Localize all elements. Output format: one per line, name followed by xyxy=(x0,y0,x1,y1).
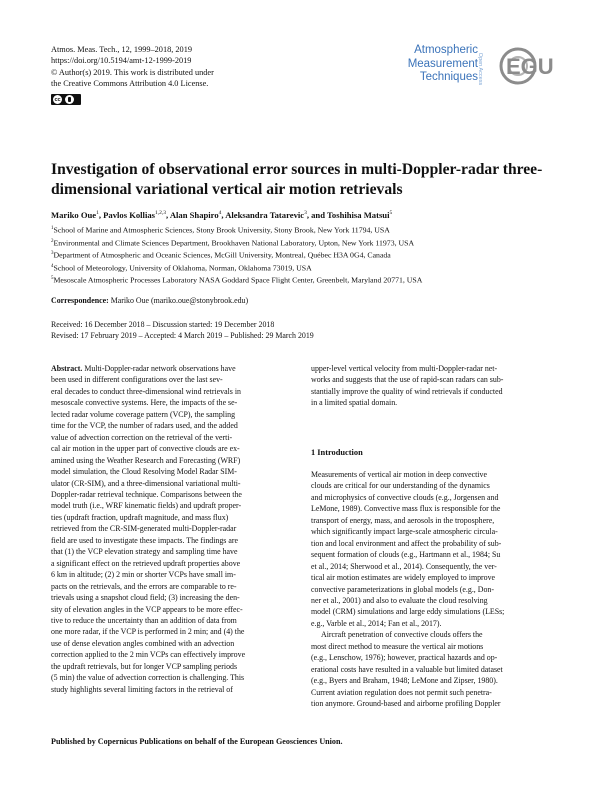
text-line: model simulation, the Cloud Resolving Model Radar SIM- xyxy=(51,467,237,477)
correspondence-label: Correspondence: xyxy=(51,296,109,305)
publication-dates xyxy=(51,319,314,341)
text-line: tive to reduce the uncertainty than an addition of data from xyxy=(51,615,237,625)
author-affiliation-mark: 3 xyxy=(304,210,307,217)
text-line: Aircraft penetration of convective clouds offers the xyxy=(321,630,483,640)
text-line: ties (updraft fraction, updraft magnitude, and mass flux) xyxy=(51,512,229,522)
affiliation-list xyxy=(51,224,422,287)
text-line: Doppler-radar retrieval technique. Comparisons between the xyxy=(51,489,242,499)
text-line: correction applied to the 2 min VCPs can effectively improve xyxy=(51,650,246,660)
text-line: the updraft retrievals, but for longer VCP sampling periods xyxy=(51,661,238,671)
egu-logo-icon xyxy=(498,46,556,86)
author-name: Aleksandra Tatarevic xyxy=(225,210,305,220)
text-line: sequent formation of clouds (e.g., Hartmann et al., 1984; Su xyxy=(311,550,501,560)
text-line: that (1) the VCP elevation strategy and sampling time have xyxy=(51,547,238,557)
abstract-text xyxy=(51,363,296,695)
text-line: in a limited spatial domain. xyxy=(311,398,398,408)
text-line: erational costs have resulted in a valuable but limited dataset xyxy=(311,664,503,674)
text-line: Multi-Doppler-radar network observations have xyxy=(84,364,236,373)
author-separator: , xyxy=(221,210,226,220)
text-line: ner et al., 2001) and also to evaluate the cloud resolving xyxy=(311,595,488,605)
text-line: et al., 2014; Sherwood et al., 2014). Consequently, the ver- xyxy=(311,561,497,571)
text-line: e.g., Varble et al., 2014; Fan et al., 2017). xyxy=(311,618,442,628)
section-heading-introduction: 1 Introduction xyxy=(311,448,363,457)
abstract-continuation xyxy=(311,363,548,409)
text-line: 6 km in altitude; (2) 2 min or shorter VCPs have small im- xyxy=(51,570,236,580)
text-line: time for the VCP, the number of radars used, and the added xyxy=(51,421,238,431)
text-line: a significant effect on the retrieved updraft properties above xyxy=(51,558,241,568)
text-line: Measurements of vertical air motion in deep convective xyxy=(311,470,487,479)
text-line: transport of energy, mass, and aerosols in the troposphere, xyxy=(311,515,495,525)
text-line: LeMone, 1989). Convective mass flux is responsible for the xyxy=(311,504,501,514)
text-line: use of dense elevation angles combined with an advection xyxy=(51,638,235,648)
article-metadata xyxy=(51,44,214,90)
text-line: lected radar volume coverage pattern (VCP), the sampling xyxy=(51,409,236,419)
journal-name xyxy=(408,44,478,85)
text-line: works and suggests that the use of rapid-scan radars can sub- xyxy=(311,375,504,385)
author-separator: , xyxy=(98,210,104,220)
author-name: Alan Shapiro xyxy=(169,210,219,220)
affiliation: $^2$Environmental and Climate Sciences Department, Brookhaven National Laboratory, Upton, New York 11973, USA xyxy=(51,238,415,248)
author-name: Toshihisa Matsui xyxy=(326,210,390,220)
affiliation: $^3$Department of Atmospheric and Oceanic Sciences, McGill University, Montreal, Québec H3A 0G4, Canada xyxy=(51,250,391,260)
author-affiliation-mark: 4 xyxy=(218,210,222,217)
text-line: tion and local environment and affect the probability of sub- xyxy=(311,538,502,548)
text-line: Current aviation regulation does not permit such penetra- xyxy=(311,687,492,697)
text-line: convective parameterizations in global models (e.g., Don- xyxy=(311,584,494,594)
author-affiliation-mark: 1 xyxy=(96,210,99,217)
egu-logo-text: EGU xyxy=(506,54,554,79)
author-affiliation-mark: 5 xyxy=(389,210,393,217)
text-line: which significantly impact large-scale atmospheric circula- xyxy=(311,527,498,537)
text-line: study highlights several limiting factors in the retrieval of xyxy=(51,684,233,694)
copyright-line: © Author(s) 2019. This work is distributed under xyxy=(51,67,214,77)
doi-link[interactable]: https://doi.org/10.5194/amt-12-1999-2019 xyxy=(51,56,192,66)
journal-name-line: Measurement xyxy=(407,57,478,70)
affiliation: $^4$School of Meteorology, University of Oklahoma, Norman, Oklahoma 73019, USA xyxy=(51,263,312,273)
journal-name-line: Techniques xyxy=(419,71,478,83)
date-line: Revised: 17 February 2019 – Accepted: 4 March 2019 – Published: 29 March 2019 xyxy=(51,331,314,340)
text-line: (e.g., Byers and Braham, 1948; LeMone and Zipser, 1980). xyxy=(311,676,498,686)
author-separator: , and xyxy=(306,210,327,220)
text-line: (5 min) the value of advection correction is challenging. This xyxy=(51,673,245,683)
correspondence-email[interactable]: Mariko Oue (mariko.oue@stonybrook.edu) xyxy=(108,296,249,305)
text-line: field are used to investigate these impacts. The findings are xyxy=(51,535,238,545)
text-line: clouds are critical for our understanding of the dynamics xyxy=(311,481,490,491)
text-line: eral decades to conduct three-dimensional wind retrievals in xyxy=(51,386,241,396)
text-line: upper-level vertical velocity from multi-Doppler-radar net- xyxy=(311,364,498,373)
cc-by-license-badge[interactable] xyxy=(51,94,81,105)
text-line: model truth (i.e., WRF kinematic fields) and updraft proper- xyxy=(51,501,242,511)
cc-icon: cc xyxy=(54,96,61,103)
text-line: pacts on the retrievals, and the errors are comparable to re- xyxy=(51,581,237,591)
text-line: most direct method to measure the vertical air motions xyxy=(311,641,484,651)
text-line: been used in different configurations over the last sev- xyxy=(51,375,223,385)
introduction-text xyxy=(311,469,548,710)
text-line: and microphysics of convective clouds (e.g., Jorgensen and xyxy=(311,492,499,502)
affiliation: $^5$Mesoscale Atmospheric Processes Laboratory NASA Goddard Space Flight Center, Greenbelt, Maryland 20771, USA xyxy=(51,275,423,285)
text-line: ulator (CR-SIM), and a three-dimensional variational multi- xyxy=(51,478,241,488)
journal-name-line: Atmospheric xyxy=(414,44,478,56)
author-affiliation-mark: 1,2,3 xyxy=(154,210,166,217)
journal-logo xyxy=(398,44,558,96)
license-line[interactable]: the Creative Commons Attribution 4.0 License. xyxy=(51,79,209,89)
text-line: trievals using a snapshot cloud field; (3) increasing the den- xyxy=(51,593,240,603)
text-line: stantially improve the quality of wind retrievals if conducted xyxy=(311,386,503,396)
text-line: tical air motion estimates are widely employed to improve xyxy=(311,573,496,583)
text-line: mesoscale convective systems. Here, the impacts of the se- xyxy=(51,398,238,408)
text-line: retrieved from the CR-SIM-generated multi-Doppler-radar xyxy=(51,524,237,534)
date-line: Received: 16 December 2018 – Discussion started: 19 December 2018 xyxy=(51,320,275,329)
text-line: (e.g., Lenschow, 1976); however, practical hazards and op- xyxy=(311,653,498,663)
text-line: tion anymore. Ground-based and airborne profiling Doppler xyxy=(311,699,501,709)
text-line: cal air motion in the upper part of convective clouds are ex- xyxy=(51,444,240,454)
affiliation: $^1$School of Marine and Atmospheric Sciences, Stony Brook University, Stony Brook, New York 11794, USA xyxy=(51,225,390,235)
text-line: amined using the Weather Research and Forecasting (WRF) xyxy=(51,455,241,465)
citation-line: Atmos. Meas. Tech., 12, 1999–2018, 2019 xyxy=(51,45,192,54)
text-line: model (CRM) simulations and large eddy simulations (LESs; xyxy=(311,607,505,617)
author-list xyxy=(51,210,392,220)
author-name: Mariko Oue xyxy=(51,210,97,220)
author-name: Pavlos Kollias xyxy=(103,210,155,220)
open-access-label: Open Access xyxy=(477,52,484,86)
text-line: value of advection correction on the retrieval of the verti- xyxy=(51,432,233,442)
attribution-person-icon xyxy=(65,95,74,104)
author-separator: , xyxy=(165,210,170,220)
publisher-footer: Published by Copernicus Publications on behalf of the European Geosciences Union. xyxy=(51,737,343,746)
abstract-label: Abstract. xyxy=(51,364,83,373)
correspondence xyxy=(51,296,248,305)
text-line: one more radar, if the VCP is performed in 2 min; and (4) the xyxy=(51,627,245,637)
paper-title: Investigation of observational error sources in multi-Doppler-radar three-dimensional variational vertical air motion retrievals xyxy=(51,161,543,198)
text-line: sity of elevation angles in the VCP appears to be more effec- xyxy=(51,604,243,614)
